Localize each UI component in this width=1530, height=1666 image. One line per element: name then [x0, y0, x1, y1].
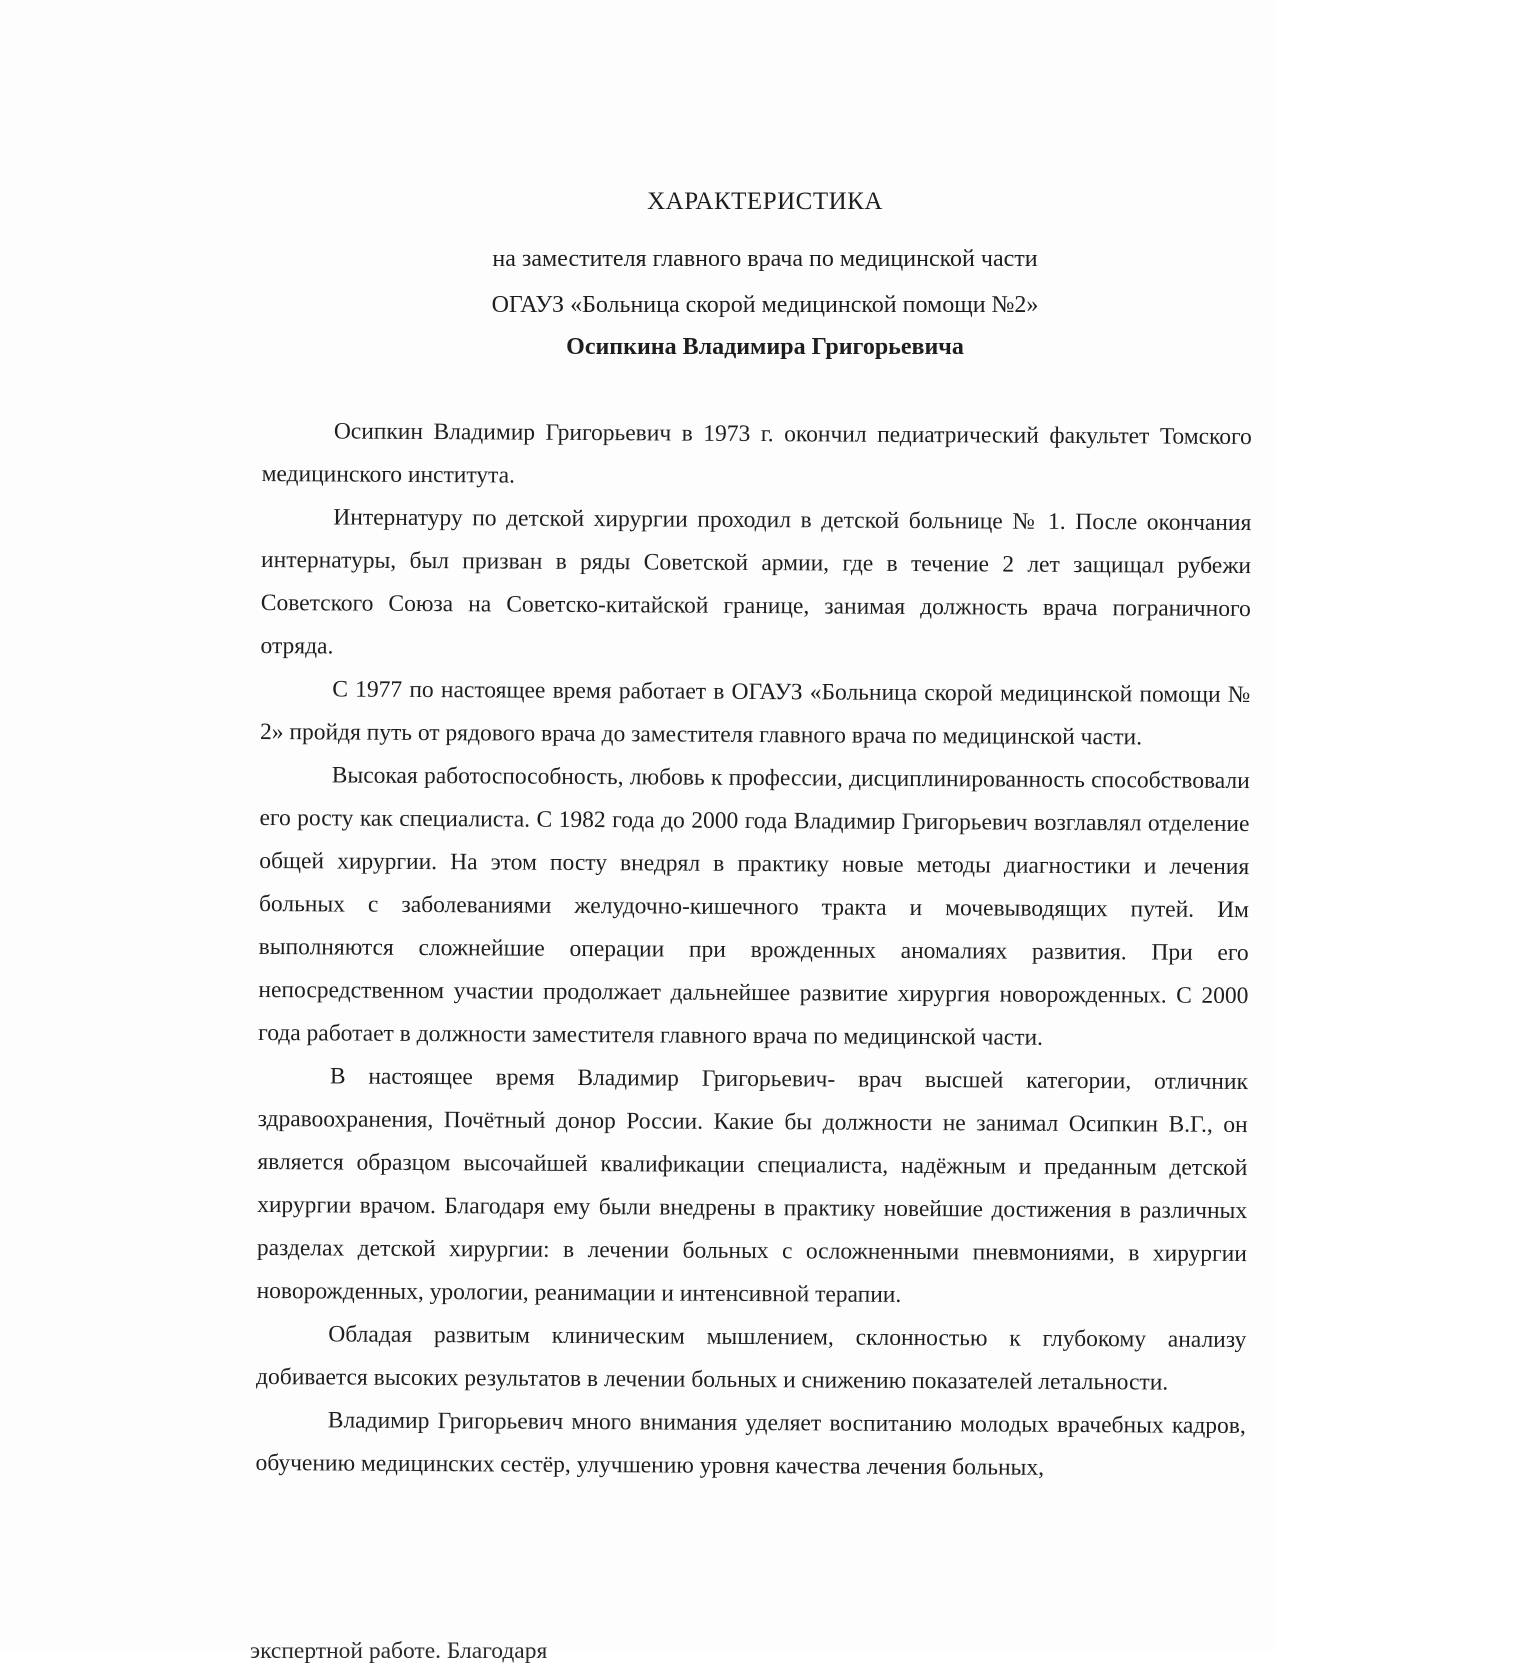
- subtitle-position: на заместителя главного врача по медицинской части: [492, 246, 1038, 272]
- subtitle-organization: ОГАУЗ «Больница скорой медицинской помощи №2»: [491, 292, 1039, 318]
- document-body: [255, 410, 1252, 1491]
- paragraph-education: Осипкин Владимир Григорьевич в 1973 г. окончил педиатрический факультет Томского медицинского института.: [261, 418, 1252, 489]
- document-title: ХАРАКТЕРИСТИКА: [647, 188, 883, 215]
- paragraph-skills: Обладая развитым клиническим мышлением, склонностью к глубокому анализу добивается высоких результатов в лечении больных и снижению показателей летальности.: [256, 1321, 1247, 1396]
- person-name: Осипкина Владимира Григорьевича: [566, 334, 964, 360]
- paragraph-employment: С 1977 по настоящее время работает в ОГАУЗ «Больница скорой медицинской помощи № 2» пройдя путь от рядового врача до заместителя главного врача по медицинской части.: [259, 676, 1251, 751]
- paragraph-mentoring: Владимир Григорьевич много внимания уделяет воспитанию молодых врачебных кадров, обучению медицинских сестёр, улучшению уровня качества лечения больных,: [255, 1407, 1246, 1481]
- paragraph-internship: Интернатуру по детской хирургии проходил в детской больнице № 1. После окончания интернатуры, был призван в ряды Советской армии, где в течение 2 лет защищал рубежи Советского Союза на Советско-китайской границе, занимая должность врача пограничного отряда.: [260, 504, 1252, 660]
- cut-off-line: экспертной работе. Благодаря: [250, 1638, 548, 1664]
- paragraph-achievements: В настоящее время Владимир Григорьевич- врач высшей категории, отличник здравоохранения, Почётный донор России. Какие бы должности не занимал Осипкин В.Г., он является образцом высочайшей квалификации специалиста, надёжным и преданным детской хирургии врачом. Благодаря ему были внедрены в практику новейшие достижения в различных разделах детской хирургии: в лечении больных с осложненными пневмониями, в хирургии новорожденных, урологии, реанимации и интенсивной терапии.: [256, 1063, 1248, 1308]
- paragraph-career: Высокая работоспособность, любовь к профессии, дисциплинированность способствовали его росту как специалиста. С 1982 года до 2000 года Владимир Григорьевич возглавлял отделение общей хирургии. На этом посту внедрял в практику новые методы диагностики и лечения больных с заболеваниями желудочно-кишечного тракта и мочевыводящих путей. Им выполняются сложнейшие операции при врожденных аномалиях развития. При его непосредственном участии продолжает дальнейшее развитие хирургия новорожденных. С 2000 года работает в должности заместителя главного врача по медицинской части.: [258, 762, 1250, 1051]
